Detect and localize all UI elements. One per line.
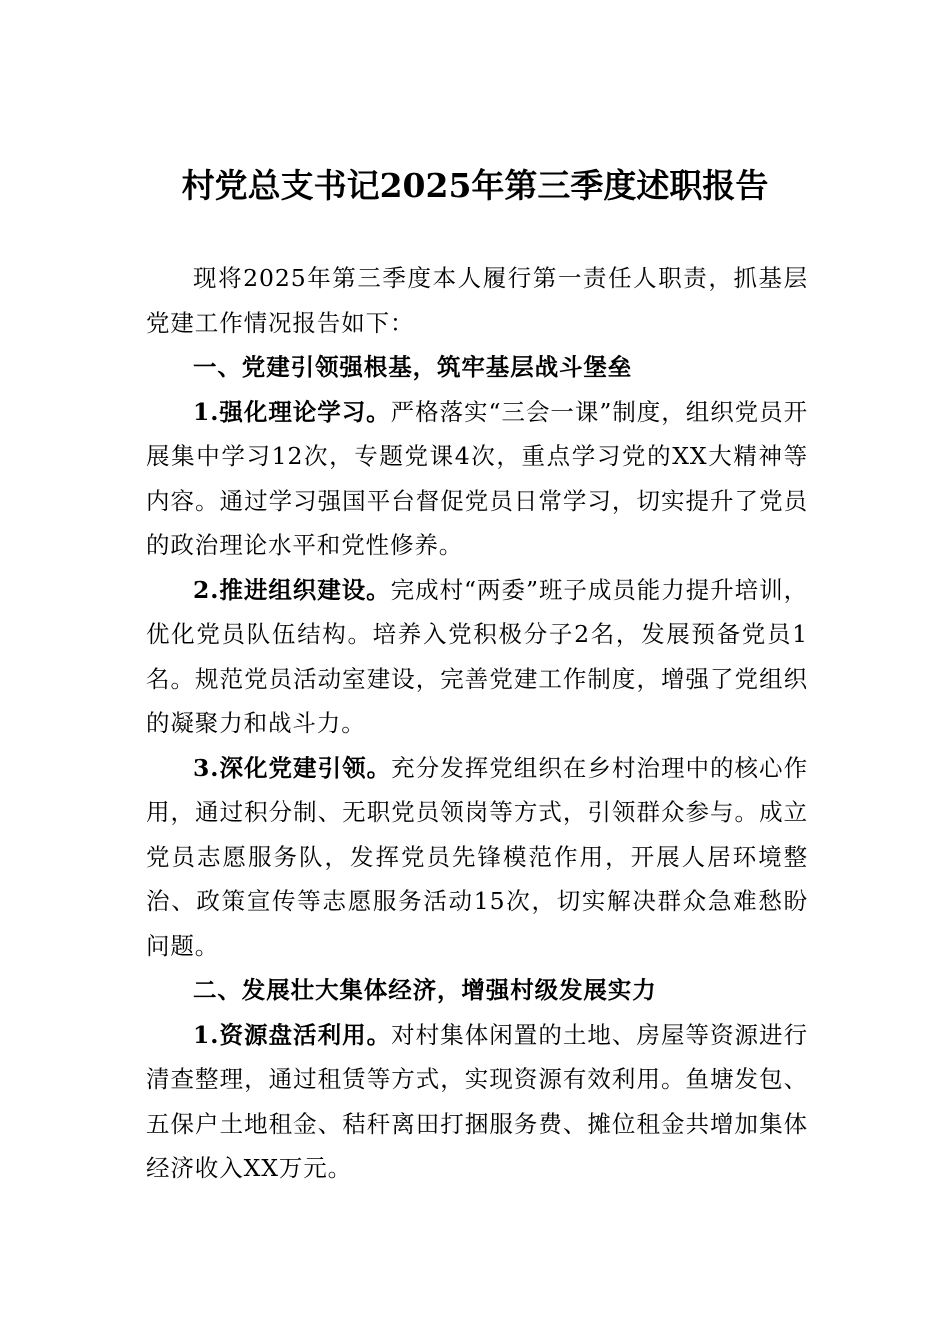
section-1-item-2 [146,568,808,746]
section-2-item-1 [146,1013,808,1191]
item-lead: 1.强化理论学习。 [193,397,391,426]
item-text: 对村集体闲置的土地、房屋等资源进行清查整理，通过租赁等方式，实现资源有效利用。鱼塘发包、五保户土地租金、秸秆离田打捆服务费、摊位租金共增加集体经济收入XX万元。 [146,1020,808,1182]
section-heading-2: 二、发展壮大集体经济，增强村级发展实力 [193,976,657,1004]
item-text: 严格落实“三会一课”制度，组织党员开展集中学习12次，专题党课4次，重点学习党的XX大精神等内容。通过学习强国平台督促党员日常学习，切实提升了党员的政治理论水平和党性修养。 [146,397,808,559]
item-lead: 2.推进组织建设。 [193,575,391,604]
section-1-item-3 [146,746,808,969]
item-text: 完成村“两委”班子成员能力提升培训，优化党员队伍结构。培养入党积极分子2名，发展预备党员1名。规范党员活动室建设，完善党建工作制度，增强了党组织的凝聚力和战斗力。 [146,575,808,737]
item-text: 充分发挥党组织在乡村治理中的核心作用，通过积分制、无职党员领岗等方式，引领群众参与。成立党员志愿服务队，发挥党员先锋模范作用，开展人居环境整治、政策宣传等志愿服务活动15次，切实解决群众急难愁盼问题。 [146,753,808,960]
document-body [146,256,808,1191]
item-lead: 1.资源盘活利用。 [193,1020,392,1049]
document-title: 村党总支书记2025年第三季度述职报告 [181,166,769,205]
section-1-item-1 [146,390,808,568]
intro-paragraph: 现将2025年第三季度本人履行第一责任人职责，抓基层党建工作情况报告如下： [146,264,808,337]
section-heading-1: 一、党建引领强根基，筑牢基层战斗堡垒 [193,353,633,381]
item-lead: 3.深化党建引领。 [193,753,392,782]
